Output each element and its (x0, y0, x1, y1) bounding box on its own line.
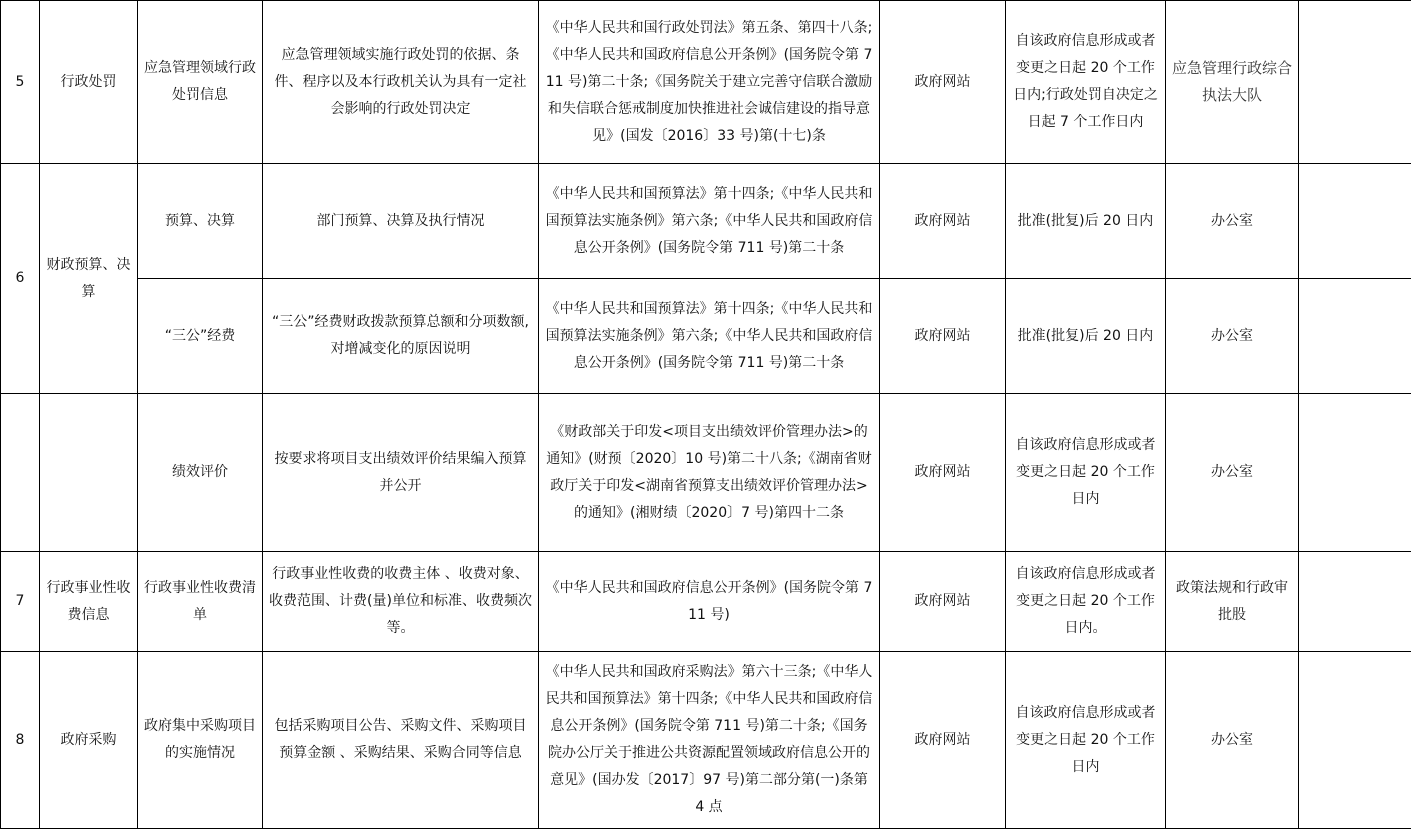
table-row (1, 652, 1411, 829)
table-row (1, 164, 1411, 279)
item-cell: 预算、决算 (138, 164, 263, 279)
table-row (1, 1, 1411, 164)
channel-cell: 政府网站 (880, 279, 1006, 394)
row-number: 5 (1, 1, 40, 164)
basis-cell: 《中华人民共和国预算法》第十四条;《中华人民共和国预算法实施条例》第六条;《中华人民共和国政府信息公开条例》(国务院令第 711 号)第二十条 (539, 279, 880, 394)
channel-cell: 政府网站 (880, 394, 1006, 552)
basis-cell: 《中华人民共和国政府采购法》第六十三条;《中华人民共和国预算法》第十四条;《中华人民共和国政府信息公开条例》(国务院令第 711 号)第二十条;《国务院办公厅关于推进公共资源配置领域政府信息公开的意见》(国办发〔2017〕97 号)第二部分第(一)条第 4 点 (539, 652, 880, 829)
item-cell: 绩效评价 (138, 394, 263, 552)
channel-cell: 政府网站 (880, 552, 1006, 652)
note-cell (1299, 552, 1411, 652)
category-cell: 行政事业性收费信息 (40, 552, 138, 652)
category-cell: 财政预算、决算 (40, 164, 138, 394)
content-cell: 按要求将项目支出绩效评价结果编入预算并公开 (263, 394, 539, 552)
category-cell (40, 394, 138, 552)
note-cell (1299, 652, 1411, 829)
time-limit-cell: 批准(批复)后 20 日内 (1006, 164, 1166, 279)
time-limit-cell: 自该政府信息形成或者变更之日起 20 个工作日内 (1006, 394, 1166, 552)
time-limit-cell: 自该政府信息形成或者变更之日起 20 个工作日内;行政处罚自决定之日起 7 个工作日内 (1006, 1, 1166, 164)
row-number: 7 (1, 552, 40, 652)
content-cell: 部门预算、决算及执行情况 (263, 164, 539, 279)
basis-cell: 《中华人民共和国行政处罚法》第五条、第四十八条;《中华人民共和国政府信息公开条例》(国务院令第 711 号)第二十条;《国务院关于建立完善守信联合激励和失信联合惩戒制度加快推进社会诚信建设的指导意见》(国发〔2016〕33 号)第(十七)条 (539, 1, 880, 164)
basis-cell: 《中华人民共和国预算法》第十四条;《中华人民共和国预算法实施条例》第六条;《中华人民共和国政府信息公开条例》(国务院令第 711 号)第二十条 (539, 164, 880, 279)
category-cell: 行政处罚 (40, 1, 138, 164)
item-cell: 政府集中采购项目的实施情况 (138, 652, 263, 829)
content-cell: “三公”经费财政拨款预算总额和分项数额,对增减变化的原因说明 (263, 279, 539, 394)
content-cell: 行政事业性收费的收费主体 、收费对象、收费范围、计费(量)单位和标准、收费频次等。 (263, 552, 539, 652)
item-cell: 行政事业性收费清单 (138, 552, 263, 652)
table-row (1, 394, 1411, 552)
department-cell: 应急管理行政综合执法大队 (1166, 1, 1299, 164)
table-row (1, 552, 1411, 652)
content-cell: 应急管理领域实施行政处罚的依据、条件、程序以及本行政机关认为具有一定社会影响的行政处罚决定 (263, 1, 539, 164)
note-cell (1299, 1, 1411, 164)
department-cell: 办公室 (1166, 164, 1299, 279)
time-limit-cell: 自该政府信息形成或者变更之日起 20 个工作日内 (1006, 652, 1166, 829)
note-cell (1299, 394, 1411, 552)
department-cell: 办公室 (1166, 652, 1299, 829)
time-limit-cell: 批准(批复)后 20 日内 (1006, 279, 1166, 394)
department-cell: 办公室 (1166, 279, 1299, 394)
note-cell (1299, 279, 1411, 394)
content-cell: 包括采购项目公告、采购文件、采购项目预算金额 、采购结果、采购合同等信息 (263, 652, 539, 829)
item-cell: “三公”经费 (138, 279, 263, 394)
row-number: 8 (1, 652, 40, 829)
department-cell: 办公室 (1166, 394, 1299, 552)
channel-cell: 政府网站 (880, 1, 1006, 164)
channel-cell: 政府网站 (880, 652, 1006, 829)
table-row (1, 279, 1411, 394)
item-cell: 应急管理领域行政处罚信息 (138, 1, 263, 164)
basis-cell: 《财政部关于印发<项目支出绩效评价管理办法>的通知》(财预〔2020〕10 号)第二十八条;《湖南省财政厅关于印发<湖南省预算支出绩效评价管理办法>的通知》(湘财绩〔2020〕7 号)第四十二条 (539, 394, 880, 552)
department-cell: 政策法规和行政审批股 (1166, 552, 1299, 652)
time-limit-cell: 自该政府信息形成或者变更之日起 20 个工作日内。 (1006, 552, 1166, 652)
channel-cell: 政府网站 (880, 164, 1006, 279)
basis-cell: 《中华人民共和国政府信息公开条例》(国务院令第 711 号) (539, 552, 880, 652)
row-number: 6 (1, 164, 40, 394)
category-cell: 政府采购 (40, 652, 138, 829)
note-cell (1299, 164, 1411, 279)
row-number (1, 394, 40, 552)
